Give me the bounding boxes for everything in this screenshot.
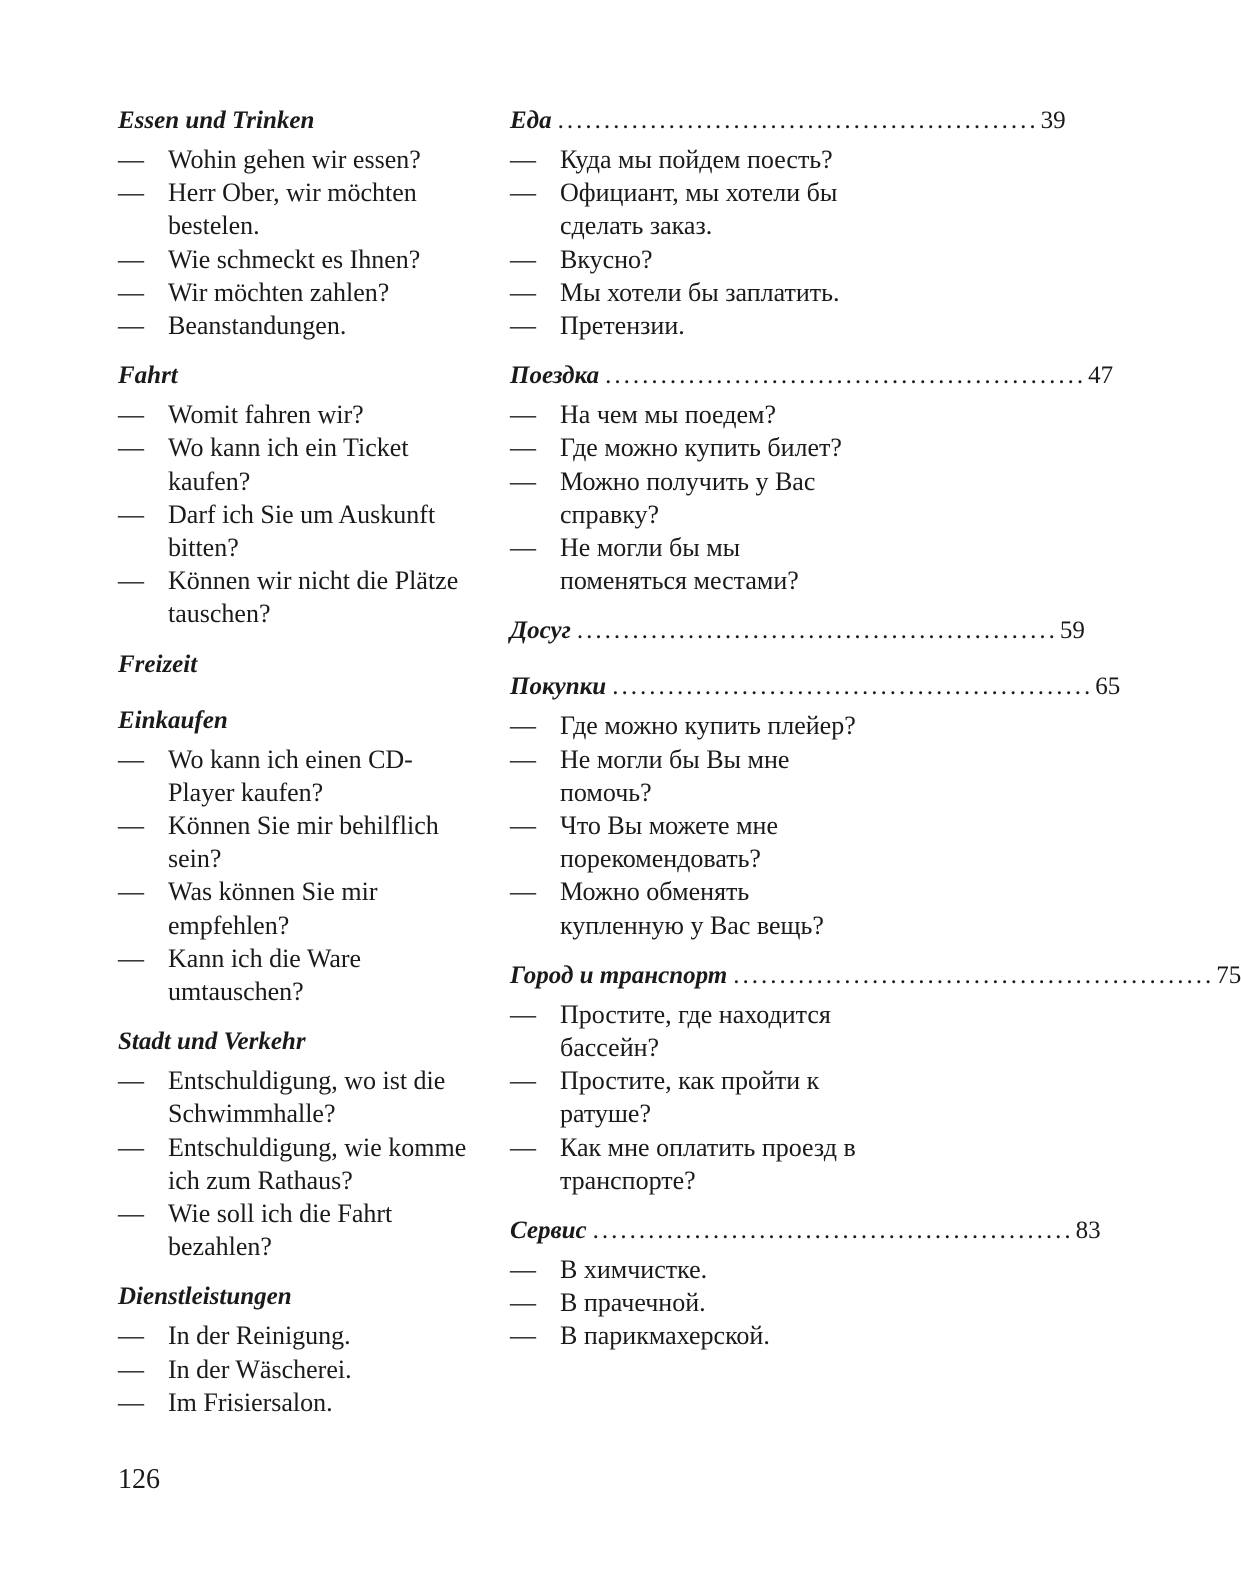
- phrase-item: [510, 1131, 862, 1197]
- phrase-item: [118, 1197, 468, 1263]
- toc-page-number: 75: [1216, 961, 1241, 989]
- section-gap: [118, 1008, 468, 1024]
- phrase-text: Wie soll ich die Fahrt bezahlen?: [168, 1199, 393, 1262]
- german-column: [118, 103, 468, 1419]
- dash-marker: —: [510, 711, 536, 741]
- phrase-item: [510, 431, 862, 464]
- dash-marker: —: [510, 400, 536, 430]
- phrase-text: Где можно купить плейер?: [560, 711, 856, 741]
- phrase-text: Вкусно?: [560, 244, 653, 274]
- dash-marker: —: [118, 145, 144, 174]
- phrase-text: Не могли бы мы поменяться местами?: [560, 533, 799, 596]
- dash-marker: —: [510, 744, 536, 774]
- leader-dots: ....................................................: [592, 1217, 1074, 1245]
- phrase-text: Können Sie mir behilflich sein?: [168, 811, 439, 874]
- leader-dots: ....................................................: [576, 617, 1058, 645]
- phrase-item: [510, 276, 862, 309]
- section-gap: [118, 631, 468, 647]
- phrase-item: [510, 743, 862, 809]
- dash-marker: —: [118, 1321, 144, 1351]
- toc-page-number: 83: [1075, 1217, 1101, 1245]
- dash-marker: —: [118, 311, 144, 341]
- dash-marker: —: [118, 433, 144, 463]
- dash-marker: —: [510, 1255, 536, 1285]
- phrase-text: Wo kann ich ein Ticket kaufen?: [168, 433, 409, 496]
- dash-marker: —: [118, 1066, 144, 1096]
- phrase-text: Не могли бы Вы мне помочь?: [560, 744, 790, 807]
- phrase-item: [510, 1286, 862, 1319]
- phrase-text: Entschuldigung, wie komme ich zum Rathaus?: [168, 1132, 467, 1195]
- phrase-text: Мы хотели бы заплатить.: [560, 277, 840, 307]
- phrase-item: [118, 143, 468, 176]
- phrase-list: [118, 398, 468, 630]
- dash-marker: —: [510, 1066, 536, 1096]
- phrase-item: [118, 243, 468, 276]
- german-section-einkaufen: [118, 703, 468, 1025]
- section-title: Fahrt: [118, 362, 178, 390]
- section-title: Поездка: [510, 362, 600, 390]
- dash-marker: —: [510, 277, 536, 307]
- phrase-item: [510, 398, 862, 431]
- german-heading: [118, 1279, 468, 1319]
- phrase-text: Wo kann ich einen CD-Player kaufen?: [168, 744, 413, 807]
- dash-marker: —: [510, 311, 536, 341]
- dash-marker: —: [510, 811, 536, 841]
- dash-marker: —: [510, 466, 536, 496]
- leader-dots: ....................................................: [733, 961, 1215, 989]
- section-title: Stadt und Verkehr: [118, 1028, 306, 1056]
- phrase-text: Darf ich Sie um Auskunft bitten?: [168, 499, 436, 563]
- phrase-item: [118, 564, 468, 630]
- phrase-item: [118, 1386, 468, 1419]
- russian-section-dosug: [510, 613, 1085, 669]
- toc-page-number: 65: [1095, 673, 1121, 701]
- phrase-text: Куда мы пойдем поесть?: [560, 145, 833, 174]
- phrase-item: [510, 1064, 862, 1130]
- section-gap: [118, 687, 468, 703]
- phrase-item: [510, 243, 862, 276]
- section-title: Покупки: [510, 673, 607, 701]
- phrase-item: [118, 1319, 468, 1352]
- dash-marker: —: [118, 1199, 144, 1229]
- dash-marker: —: [510, 1288, 536, 1318]
- russian-section-pokupki: [510, 669, 1121, 957]
- german-section-stadt: [118, 1024, 468, 1279]
- phrase-text: Где можно купить билет?: [560, 433, 842, 463]
- phrase-item: [510, 875, 862, 941]
- phrase-text: Was können Sie mir empfehlen?: [168, 877, 378, 940]
- phrase-item: [118, 431, 468, 497]
- phrase-item: [510, 998, 862, 1064]
- leader-dots: ....................................................: [605, 362, 1087, 390]
- dash-marker: —: [510, 1132, 536, 1162]
- russian-section-gorod: [510, 958, 1241, 1213]
- phrase-list: [118, 1064, 468, 1263]
- german-heading: [118, 103, 468, 143]
- german-heading: [118, 358, 468, 398]
- russian-heading: [510, 1213, 1101, 1253]
- phrase-text: Kann ich die Ware umtauschen?: [168, 943, 362, 1007]
- dash-marker: —: [118, 400, 144, 430]
- dash-marker: —: [118, 744, 144, 774]
- phrase-text: В прачечной.: [560, 1288, 706, 1318]
- german-section-freizeit: [118, 647, 468, 703]
- toc-page-number: 39: [1040, 107, 1066, 134]
- section-gap: [118, 342, 468, 358]
- section-gap: [510, 342, 862, 358]
- section-title: Сервис: [510, 1217, 587, 1245]
- phrase-item: [118, 1131, 468, 1197]
- russian-heading: [510, 669, 1121, 709]
- phrase-text: Простите, как пройти к ратуше?: [560, 1066, 820, 1129]
- dash-marker: —: [510, 145, 536, 174]
- phrase-text: In der Wäscherei.: [168, 1354, 352, 1384]
- phrase-item: [118, 498, 468, 564]
- section-gap: [510, 653, 862, 669]
- leader-dots: ....................................................: [612, 673, 1094, 701]
- phrase-item: [510, 809, 862, 875]
- dash-marker: —: [510, 877, 536, 907]
- section-title: Essen und Trinken: [118, 107, 315, 134]
- phrase-item: [510, 309, 862, 342]
- dash-marker: —: [118, 811, 144, 841]
- phrase-text: В парикмахерской.: [560, 1321, 770, 1351]
- section-gap: [510, 597, 862, 613]
- dash-marker: —: [118, 178, 144, 208]
- russian-section-eda: [510, 103, 1066, 358]
- phrase-text: Womit fahren wir?: [168, 400, 364, 430]
- phrase-item: [118, 176, 468, 242]
- phrase-item: [510, 465, 862, 531]
- dash-marker: —: [118, 1387, 144, 1417]
- dash-marker: —: [510, 433, 536, 463]
- russian-heading: [510, 358, 1114, 398]
- phrase-list: [118, 1319, 468, 1419]
- phrase-text: Im Frisiersalon.: [168, 1387, 333, 1417]
- german-heading: [118, 1024, 468, 1064]
- phrase-text: Простите, где находится бассейн?: [560, 999, 831, 1063]
- russian-heading: [510, 103, 1066, 143]
- german-section-fahrt: [118, 358, 468, 646]
- dash-marker: —: [510, 1321, 536, 1351]
- section-title: Город и транспорт: [510, 961, 728, 989]
- russian-heading: [510, 958, 1241, 998]
- phrase-list: [118, 743, 468, 1009]
- dash-marker: —: [118, 566, 144, 596]
- dash-marker: —: [118, 499, 144, 529]
- phrase-text: Wie schmeckt es Ihnen?: [168, 244, 421, 274]
- dash-marker: —: [510, 533, 536, 563]
- section-gap: [510, 942, 862, 958]
- phrase-item: [118, 942, 468, 1008]
- phrase-text: Официант, мы хотели бы сделать заказ.: [560, 178, 838, 241]
- phrase-item: [510, 1319, 862, 1352]
- dash-marker: —: [118, 1354, 144, 1384]
- phrase-item: [118, 309, 468, 342]
- german-heading: [118, 703, 468, 743]
- phrase-item: [510, 176, 862, 242]
- section-title: Dienstleistungen: [118, 1283, 292, 1311]
- dash-marker: —: [510, 178, 536, 208]
- russian-section-servis: [510, 1213, 1101, 1353]
- phrase-text: В химчистке.: [560, 1255, 708, 1285]
- phrase-text: Wir möchten zahlen?: [168, 277, 390, 307]
- toc-page-number: 59: [1059, 617, 1085, 645]
- phrase-item: [510, 709, 862, 742]
- dash-marker: —: [118, 877, 144, 907]
- phrase-text: In der Reinigung.: [168, 1321, 351, 1351]
- russian-column: [510, 103, 1241, 1353]
- phrase-item: [510, 1253, 862, 1286]
- phrase-text: Можно обменять купленную у Вас вещь?: [560, 877, 824, 940]
- phrase-text: Wohin gehen wir essen?: [168, 145, 421, 174]
- phrase-text: На чем мы поедем?: [560, 400, 776, 430]
- phrase-list: [510, 709, 862, 941]
- phrase-text: Претензии.: [560, 311, 685, 341]
- phrase-list: [510, 398, 862, 597]
- dash-marker: —: [118, 244, 144, 274]
- phrase-item: [118, 1353, 468, 1386]
- russian-section-poezdka: [510, 358, 1114, 613]
- phrase-item: [118, 809, 468, 875]
- phrase-text: Entschuldigung, wo ist die Schwimmhalle?: [168, 1066, 446, 1129]
- german-section-essen: [118, 103, 468, 358]
- german-heading: [118, 647, 468, 687]
- dash-marker: —: [118, 277, 144, 307]
- dash-marker: —: [118, 1132, 144, 1162]
- phrase-text: Können wir nicht die Plätze tauschen?: [168, 566, 459, 629]
- phrase-list: [118, 143, 468, 342]
- german-section-dienstleistungen: [118, 1279, 468, 1419]
- dash-marker: —: [510, 999, 536, 1029]
- phrase-text: Можно получить у Вас справку?: [560, 466, 816, 529]
- phrase-item: [118, 743, 468, 809]
- phrase-text: Как мне оплатить проезд в транспорте?: [560, 1132, 856, 1195]
- phrase-list: [510, 998, 862, 1197]
- toc-page-number: 47: [1088, 362, 1114, 390]
- dash-marker: —: [510, 244, 536, 274]
- section-title: Досуг: [510, 617, 571, 645]
- section-title: Einkaufen: [118, 706, 228, 734]
- phrase-list: [510, 143, 862, 342]
- phrase-text: Beanstandungen.: [168, 311, 347, 341]
- section-title: Freizeit: [118, 650, 198, 678]
- phrase-item: [510, 531, 862, 597]
- russian-heading: [510, 613, 1085, 653]
- phrase-item: [118, 1064, 468, 1130]
- phrase-item: [118, 398, 468, 431]
- section-gap: [510, 1197, 862, 1213]
- dash-marker: —: [118, 943, 144, 973]
- section-gap: [118, 1263, 468, 1279]
- section-title: Еда: [510, 107, 552, 134]
- phrase-text: Что Вы можете мне порекомендовать?: [560, 811, 779, 874]
- phrase-item: [118, 875, 468, 941]
- page-number: 126: [118, 1464, 160, 1495]
- leader-dots: ....................................................: [557, 107, 1039, 134]
- phrase-item: [510, 143, 862, 176]
- phrase-text: Herr Ober, wir möchten bestelen.: [168, 178, 417, 241]
- phrase-item: [118, 276, 468, 309]
- phrase-list: [510, 1253, 862, 1353]
